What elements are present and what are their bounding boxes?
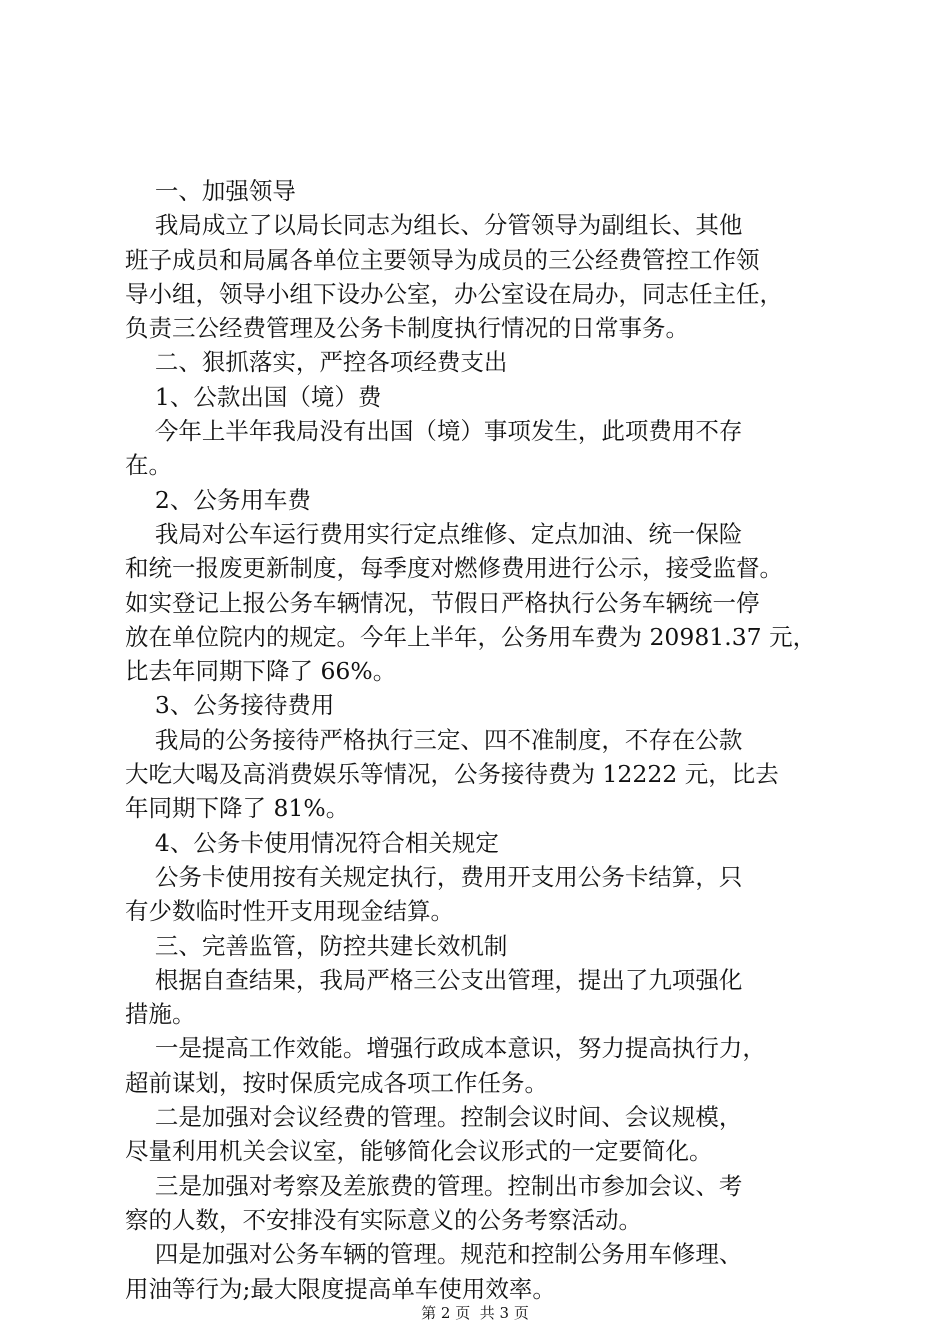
paragraph-line: 我局对公车运行费用实行定点维修、定点加油、统一保险 — [125, 519, 743, 548]
paragraph-line: 年同期下降了 81%。 — [125, 794, 350, 823]
paragraph-line: 四是加强对公务车辆的管理。规范和控制公务用车修理、 — [125, 1240, 743, 1269]
document-body — [125, 174, 845, 1306]
paragraph-line: 一是提高工作效能。增强行政成本意识，努力提高执行力， — [125, 1034, 766, 1063]
paragraph-line: 班子成员和局属各单位主要领导为成员的三公经费管控工作领 — [125, 245, 760, 274]
paragraph-line: 超前谋划，按时保质完成各项工作任务。 — [125, 1068, 548, 1097]
paragraph-line: 有少数临时性开支用现金结算。 — [125, 897, 454, 926]
paragraph-line: 负责三公经费管理及公务卡制度执行情况的日常事务。 — [125, 314, 689, 343]
heading-2: 二、狠抓落实，严控各项经费支出 — [125, 348, 508, 377]
paragraph-line: 导小组，领导小组下设办公室，办公室设在局办，同志任主任， — [125, 279, 783, 308]
paragraph-line: 用油等行为;最大限度提高单车使用效率。 — [125, 1274, 556, 1303]
heading-1: 一、加强领导 — [125, 177, 296, 205]
paragraph-line: 如实登记上报公务车辆情况，节假日严格执行公务车辆统一停 — [125, 588, 760, 617]
paragraph-line: 我局的公务接待严格执行三定、四不准制度，不存在公款 — [125, 725, 743, 754]
subheading-4: 4、公务卡使用情况符合相关规定 — [125, 828, 499, 857]
paragraph-line: 我局成立了以局长同志为组长、分管领导为副组长、其他 — [125, 211, 743, 240]
subheading-1: 1、公款出国（境）费 — [125, 382, 382, 411]
subheading-3: 3、公务接待费用 — [125, 691, 335, 720]
paragraph-line: 二是加强对会议经费的管理。控制会议时间、会议规模， — [125, 1103, 743, 1132]
subheading-2: 2、公务用车费 — [125, 485, 311, 514]
heading-3: 三、完善监管，防控共建长效机制 — [125, 931, 508, 960]
paragraph-line: 三是加强对考察及差旅费的管理。控制出市参加会议、考 — [125, 1171, 743, 1200]
paragraph-line: 今年上半年我局没有出国（境）事项发生，此项费用不存 — [125, 417, 743, 446]
paragraph-line: 措施。 — [125, 1000, 196, 1029]
paragraph-line: 根据自查结果，我局严格三公支出管理，提出了九项强化 — [125, 965, 743, 994]
paragraph-line: 尽量利用机关会议室，能够简化会议形式的一定要简化。 — [125, 1137, 713, 1166]
page-number-footer: 第 2 页 共 3 页 — [421, 1304, 529, 1322]
paragraph-line: 大吃大喝及高消费娱乐等情况，公务接待费为 12222 元，比去 — [125, 760, 779, 789]
paragraph-line: 察的人数，不安排没有实际意义的公务考察活动。 — [125, 1205, 642, 1234]
paragraph-line: 放在单位院内的规定。今年上半年，公务用车费为 20981.37 元， — [125, 622, 817, 651]
paragraph-line: 和统一报废更新制度，每季度对燃修费用进行公示，接受监督。 — [125, 554, 783, 583]
paragraph-line: 比去年同期下降了 66%。 — [125, 657, 397, 686]
paragraph-line: 公务卡使用按有关规定执行，费用开支用公务卡结算，只 — [125, 862, 743, 891]
paragraph-line: 在。 — [125, 451, 172, 480]
